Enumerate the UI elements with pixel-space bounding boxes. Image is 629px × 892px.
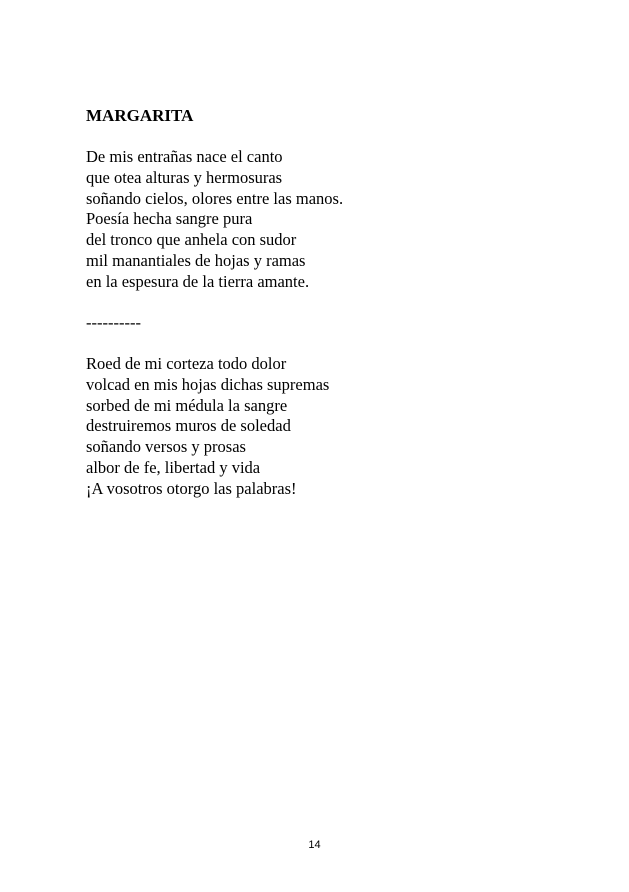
poem-title: MARGARITA: [86, 106, 194, 125]
verse-line: destruiremos muros de soledad: [86, 416, 291, 436]
stanza-separator: ----------: [86, 313, 141, 332]
stanza-1: [86, 147, 343, 293]
verse-line: Poesía hecha sangre pura: [86, 209, 253, 229]
verse-line: sorbed de mi médula la sangre: [86, 395, 288, 415]
stanza-2: [86, 354, 329, 500]
verse-line: De mis entrañas nace el canto: [86, 147, 283, 166]
verse-line: soñando cielos, olores entre las manos.: [86, 188, 344, 208]
verse-line: que otea alturas y hermosuras: [86, 167, 283, 187]
verse-line: ¡A vosotros otorgo las palabras!: [86, 478, 297, 498]
verse-line: albor de fe, libertad y vida: [86, 457, 261, 477]
verse-line: soñando versos y prosas: [86, 437, 246, 457]
verse-line: en la espesura de la tierra amante.: [86, 271, 310, 291]
page-number: 14: [308, 839, 321, 851]
verse-line: mil manantiales de hojas y ramas: [86, 250, 306, 270]
verse-line: Roed de mi corteza todo dolor: [86, 354, 287, 373]
verse-line: del tronco que anhela con sudor: [86, 230, 297, 250]
verse-line: volcad en mis hojas dichas supremas: [86, 374, 330, 394]
